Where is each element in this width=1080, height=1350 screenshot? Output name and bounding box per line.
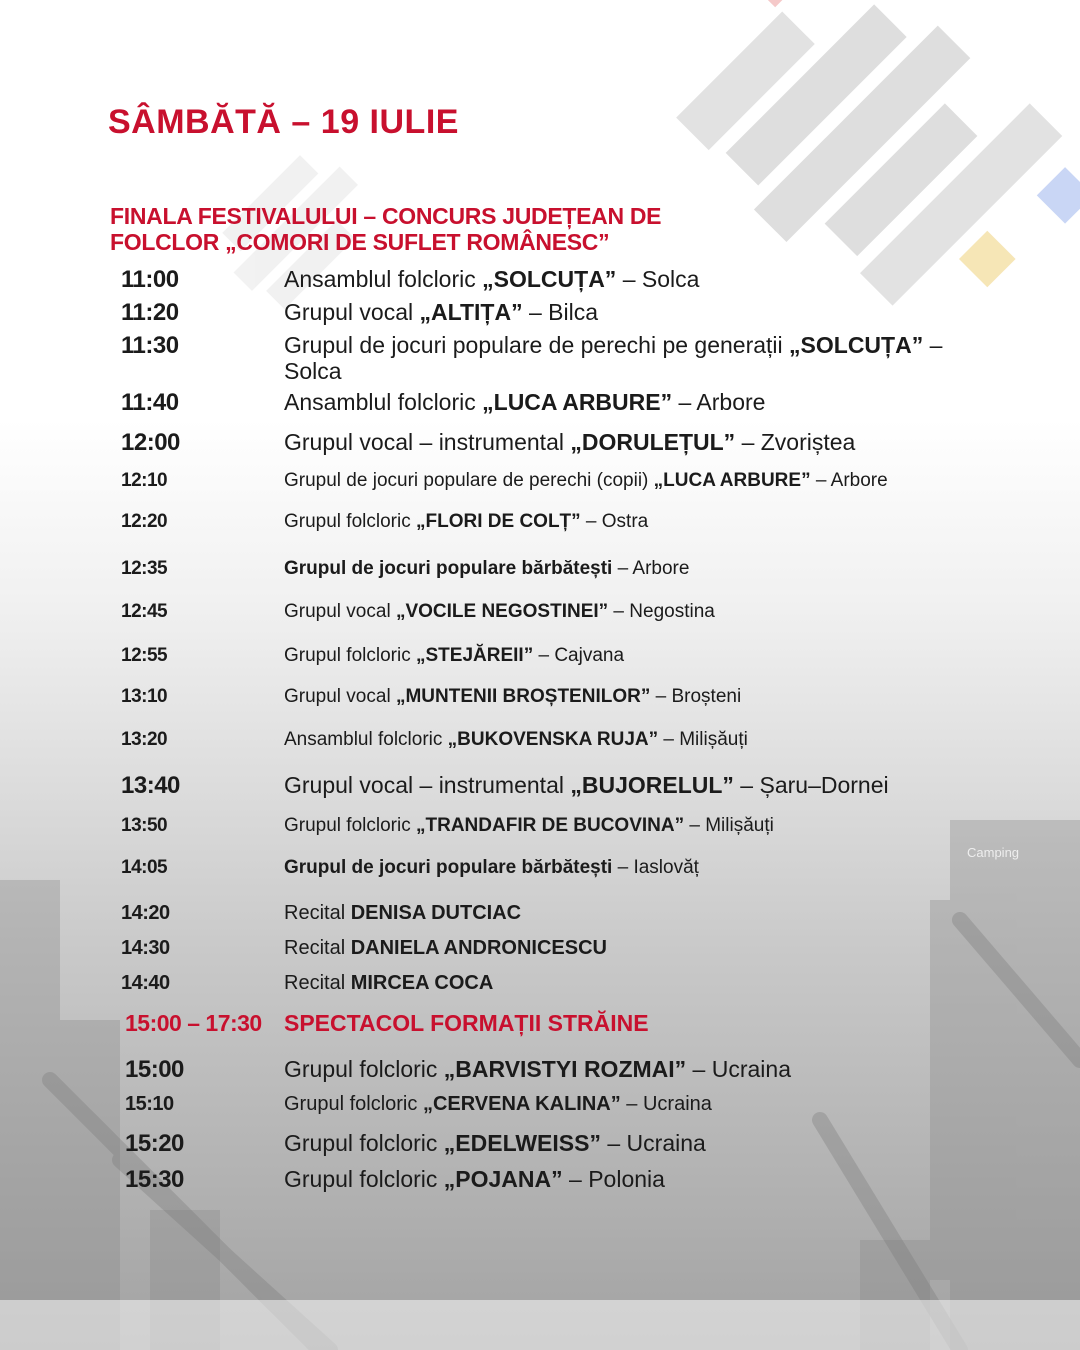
time: 14:40 [121, 972, 170, 994]
time: 12:20 [121, 511, 168, 532]
act: Recital DANIELA ANDRONICESCU [284, 937, 608, 959]
page-title: SÂMBĂTĂ – 19 IULIE [108, 103, 459, 141]
act: Grupul de jocuri populare bărbătești – Arbore [284, 558, 690, 579]
act: Grupul vocal – instrumental „DORULEȚUL” – Zvoriștea [284, 429, 856, 455]
time: 12:45 [121, 601, 168, 622]
act: Grupul folcloric „BARVISTYI ROZMAI” – Ucraina [284, 1056, 791, 1082]
photo-sign-text: Camping [967, 845, 1020, 860]
time: 12:10 [121, 470, 168, 491]
act: Grupul folcloric „TRANDAFIR DE BUCOVINA” – Milișăuți [284, 815, 774, 836]
time: 14:20 [121, 902, 170, 924]
act: Grupul folcloric „EDELWEISS” – Ucraina [284, 1130, 706, 1156]
act: Ansamblul folcloric „LUCA ARBURE” – Arbore [284, 389, 766, 415]
act: Ansamblul folcloric „BUKOVENSKA RUJA” – Milișăuți [284, 729, 748, 750]
act: Grupul de jocuri populare de perechi (copii) „LUCA ARBURE” – Arbore [284, 470, 888, 491]
time: 15:30 [125, 1166, 184, 1193]
act: Grupul folcloric „POJANA” – Polonia [284, 1166, 665, 1192]
act: Grupul folcloric „STEJĂREII” – Cajvana [284, 645, 625, 666]
act: Recital DENISA DUTCIAC [284, 902, 522, 924]
time-range: 15:00 – 17:30 [125, 1010, 262, 1036]
time: 13:50 [121, 815, 168, 836]
time: 12:00 [121, 429, 180, 456]
time: 11:40 [121, 389, 179, 416]
time: 15:00 [125, 1056, 184, 1083]
act: Grupul folcloric „CERVENA KALINA” – Ucraina [284, 1093, 712, 1115]
act: Grupul de jocuri populare bărbătești – Iaslovăț [284, 857, 699, 878]
time: 15:20 [125, 1130, 184, 1157]
time: 14:05 [121, 857, 168, 878]
time: 11:00 [121, 266, 179, 293]
act: Grupul vocal „ALTIȚA” – Bilca [284, 299, 599, 325]
time: 13:40 [121, 772, 180, 799]
act: Grupul folcloric „FLORI DE COLȚ” – Ostra [284, 511, 649, 532]
act: Ansamblul folcloric „SOLCUȚA” – Solca [284, 266, 700, 292]
time: 11:20 [121, 299, 179, 326]
time: 12:35 [121, 558, 168, 579]
time: 13:20 [121, 729, 168, 750]
foreign-section-title: SPECTACOL FORMAȚII STRĂINE [284, 1010, 649, 1036]
time: 15:10 [125, 1093, 174, 1115]
act: Grupul vocal – instrumental „BUJORELUL” – Șaru–Dornei [284, 772, 889, 798]
section-title-line-2: FOLCLOR „COMORI DE SUFLET ROMÂNESC” [110, 229, 610, 255]
act: Grupul vocal „VOCILE NEGOSTINEI” – Negostina [284, 601, 715, 622]
time: 14:30 [121, 937, 170, 959]
time: 13:10 [121, 686, 168, 707]
act: Grupul vocal „MUNTENII BROȘTENILOR” – Broșteni [284, 686, 742, 707]
section-title-line-1: FINALA FESTIVALULUI – CONCURS JUDEȚEAN DE [110, 203, 662, 229]
time: 11:30 [121, 332, 179, 359]
act: Grupul de jocuri populare de perechi pe generații „SOLCUȚA” – Solca [284, 332, 943, 385]
section-title [110, 203, 730, 255]
act: Recital MIRCEA COCA [284, 972, 494, 994]
time: 12:55 [121, 645, 168, 666]
